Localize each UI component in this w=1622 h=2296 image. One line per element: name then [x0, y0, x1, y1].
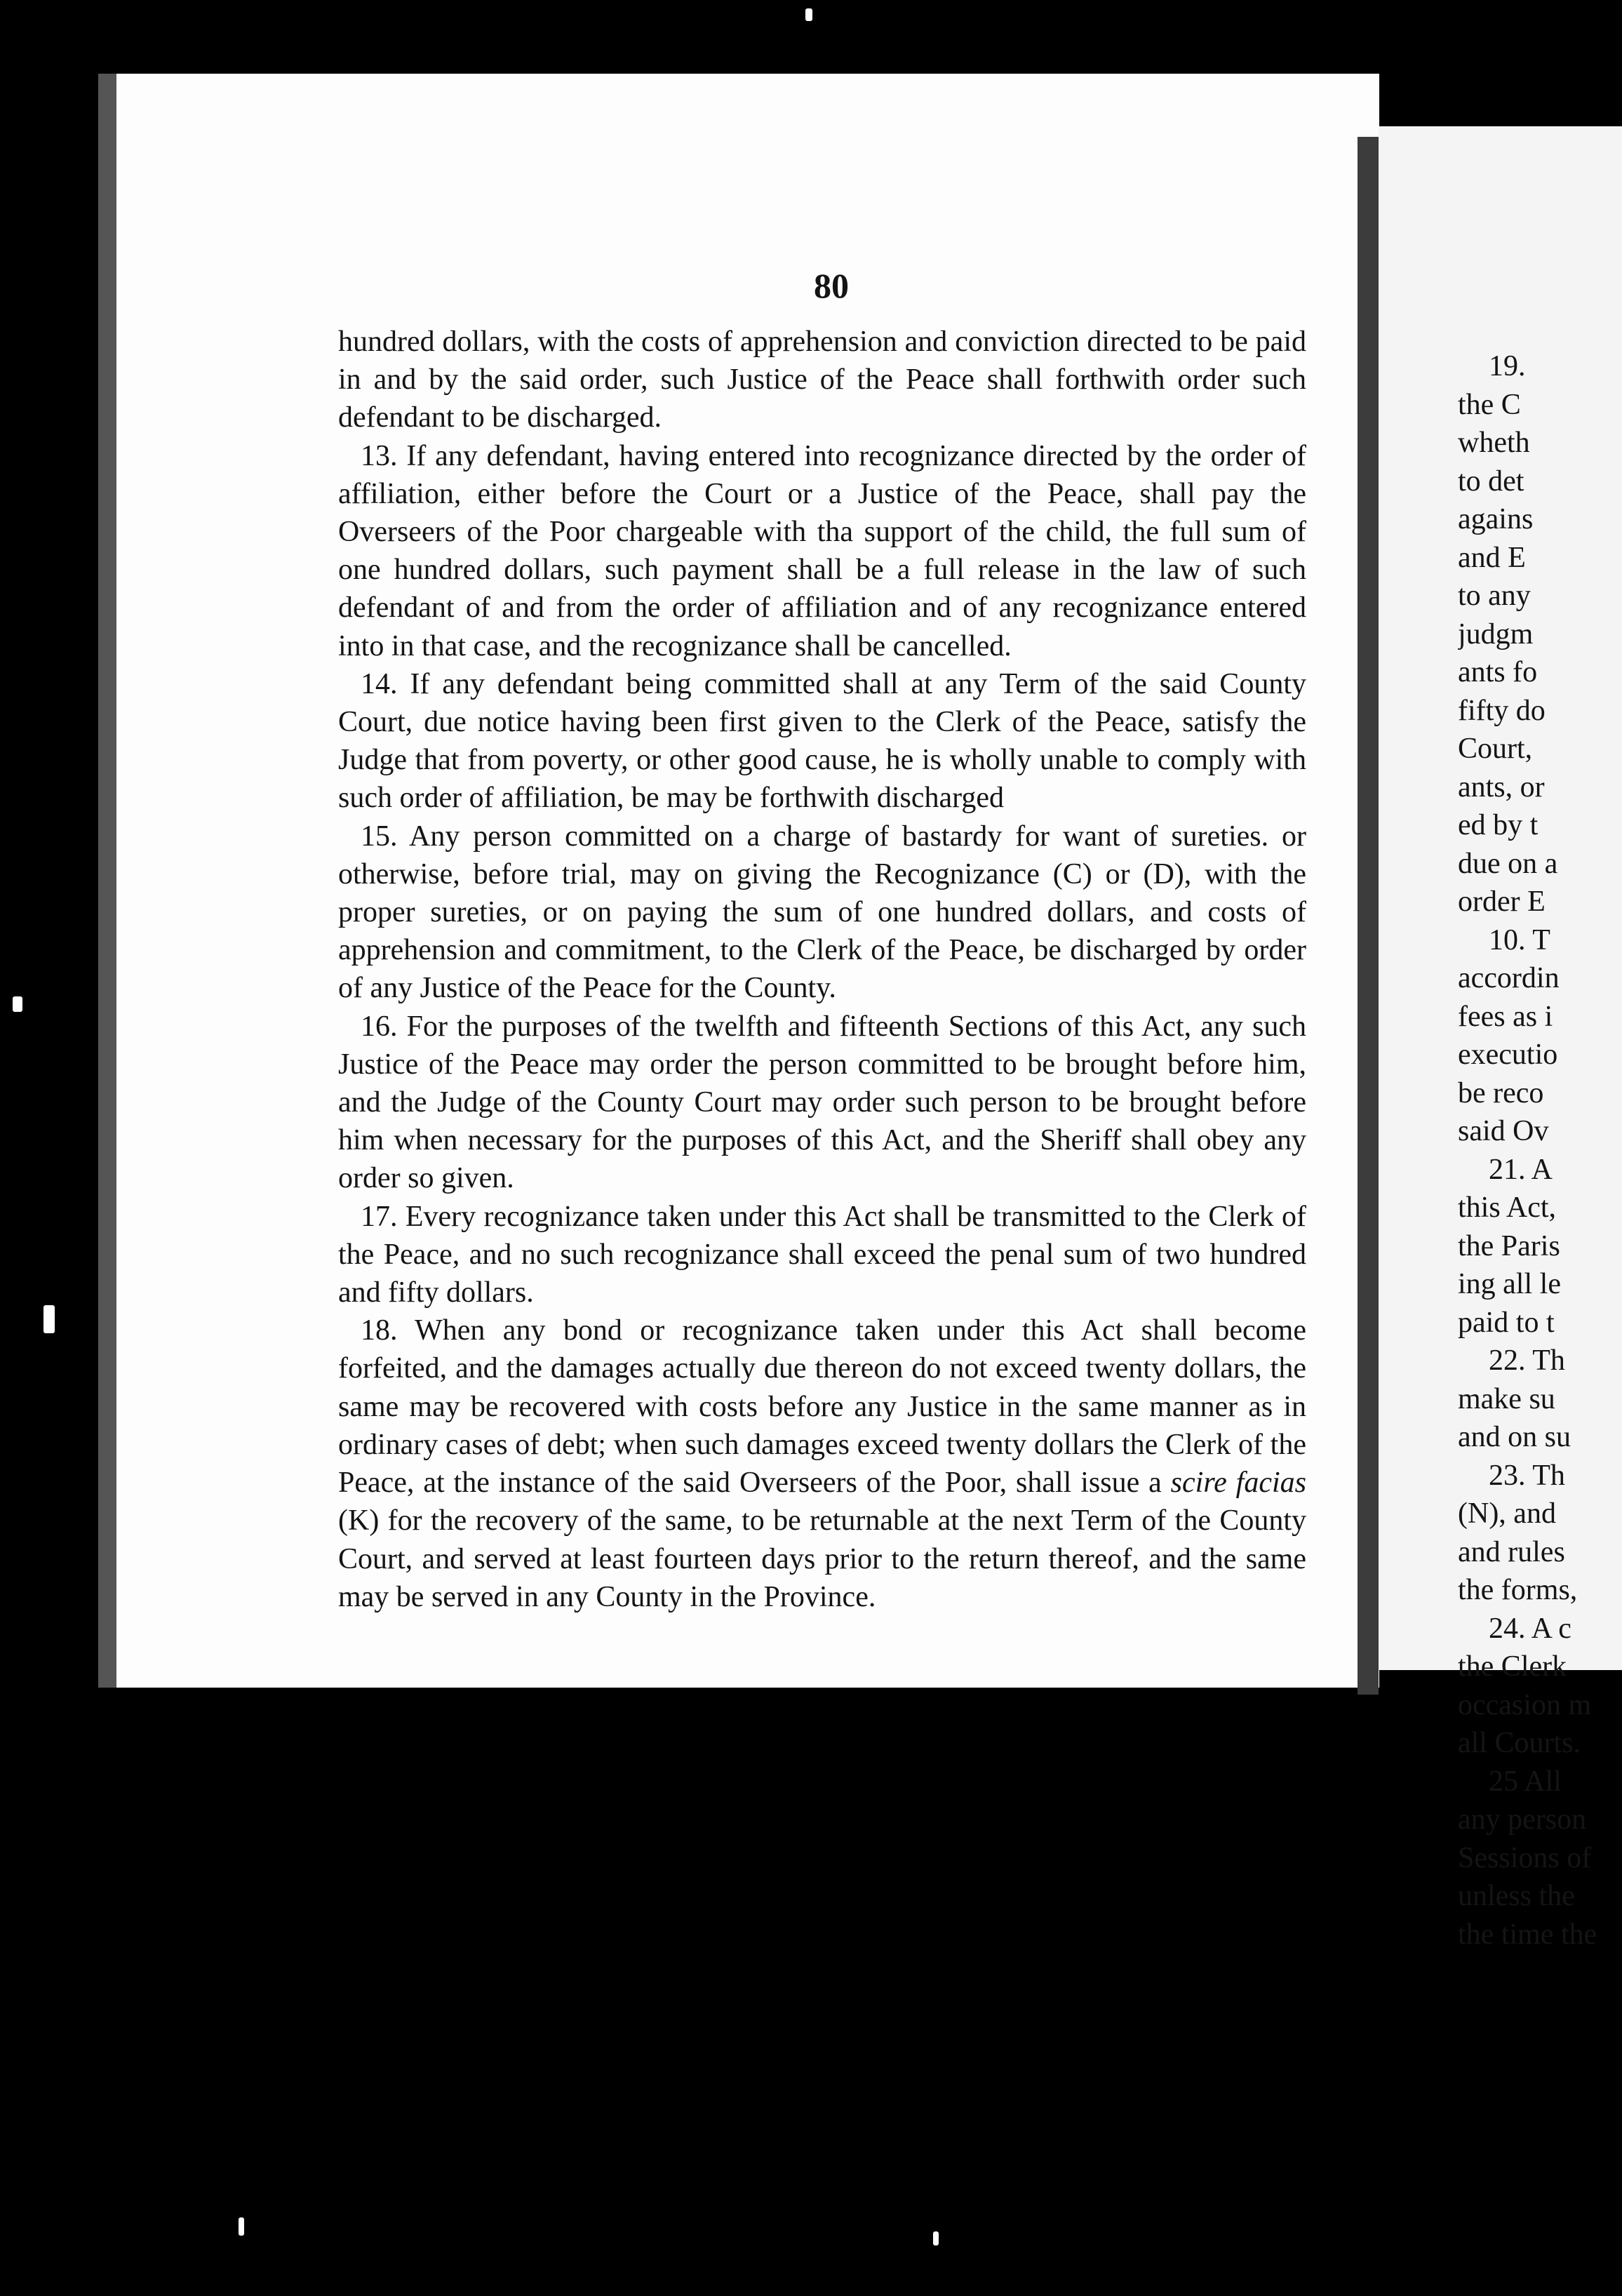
right-page-line: wheth — [1458, 427, 1530, 459]
section-17: 17. Every recognizance taken under this Act shall be transmitted to the Clerk of the Peace, and no such recognizance shall exceed the penal sum of two hundred and fifty dollars. — [338, 1200, 1306, 1309]
right-page-line: the Paris — [1458, 1229, 1560, 1262]
right-page-line: to det — [1458, 465, 1524, 498]
right-page-line: ants, or — [1458, 770, 1545, 803]
section-18-italic: scire facias — [1170, 1467, 1306, 1500]
right-page-line: occasion m — [1458, 1688, 1592, 1721]
main-text-block — [338, 323, 1306, 1616]
film-speck — [43, 1305, 55, 1333]
section-13: 13. If any defendant, having entered into recognizance directed by the order of affiliation, either before the Court or a Justice of the Peace, shall pay the Overseers of the Poor chargeable with tha support of the child, the full sum of one hundred dollars, such payment shall be a full release in the law of such defendant of and from the order of affiliation and of any recognizance entered into in that case, and the recognizance shall be cancelled. — [338, 439, 1306, 662]
right-page-line: Sessions of — [1458, 1841, 1592, 1874]
right-page-line: (N), and — [1458, 1497, 1556, 1530]
right-page-line: ants fo — [1458, 656, 1538, 688]
right-page-line: be reco — [1458, 1076, 1544, 1109]
section-14: 14. If any defendant being committed shall at any Term of the said County Court, due notice having been first given to the Clerk of the Peace, satisfy the Judge that from poverty, or other good cause, he is wholly unable to comply with such order of affiliation, be may be forthwith discharged — [338, 667, 1306, 815]
right-page-line: ing all le — [1458, 1268, 1561, 1300]
right-page-line: all Courts. — [1458, 1727, 1581, 1759]
right-page-line: fifty do — [1458, 694, 1546, 727]
right-page-line: Court, — [1458, 733, 1533, 765]
right-page-text — [1458, 347, 1622, 1954]
right-page-line: the time the — [1458, 1918, 1597, 1951]
page-number: 80 — [814, 266, 849, 305]
right-page-line: and E — [1458, 541, 1526, 574]
film-speck — [805, 8, 812, 21]
right-page-line: to any — [1458, 580, 1531, 612]
right-page-line: unless the — [1458, 1880, 1575, 1912]
right-page-line: 21. A — [1489, 1153, 1553, 1186]
right-page-line: accordin — [1458, 962, 1560, 994]
right-page-line: the Clerk — [1458, 1650, 1567, 1683]
right-page-line: this Act, — [1458, 1192, 1557, 1224]
right-page-line: said Ov — [1458, 1115, 1549, 1147]
right-page-line: 19. — [1489, 350, 1526, 382]
film-speck — [13, 996, 22, 1012]
right-page-line: 23. Th — [1489, 1459, 1565, 1492]
right-page-line: agains — [1458, 503, 1534, 535]
right-page-line: 22. Th — [1489, 1344, 1565, 1377]
right-page-line: executio — [1458, 1039, 1558, 1071]
right-page-line: due on a — [1458, 847, 1558, 880]
right-page-line: the C — [1458, 388, 1521, 421]
film-speck — [933, 2231, 939, 2245]
right-page-line: and on su — [1458, 1421, 1571, 1453]
section-15: 15. Any person committed on a charge of bastardy for want of sureties. or otherwise, before trial, may on giving the Recognizance (C) or (D), with the proper sureties, or on paying the sum of one hundred dollars, and costs of apprehension and commitment, to the Clerk of the Peace, be discharged by order of any Justice of the Peace for the County. — [338, 820, 1306, 1005]
right-page-line: paid to t — [1458, 1306, 1555, 1339]
right-page-line: and rules — [1458, 1535, 1565, 1568]
right-page-line: fees as i — [1458, 1000, 1553, 1033]
section-18-text-a: 18. When any bond or recognizance taken under this Act shall become forfeited, and the damages actually due thereon do not exceed twenty dollars, the same may be recovered with costs before any Justice in the same manner as in ordinary cases of debt; when such damages exceed twenty dollars the Clerk of the Peace, at the instance of the said Overseers of the Poor, shall issue a — [338, 1314, 1306, 1500]
right-page-line: any person — [1458, 1803, 1587, 1836]
book-gutter — [1358, 137, 1379, 1695]
right-page-line: make su — [1458, 1382, 1555, 1415]
film-speck — [239, 2217, 244, 2236]
right-page-line: 24. A c — [1489, 1612, 1571, 1645]
paragraph-opening: hundred dollars, with the costs of apprehension and conviction directed to be paid in and by the said order, such Justice of the Peace shall forthwith order such defendant to be discharged. — [338, 326, 1306, 434]
right-page-line: order E — [1458, 886, 1546, 918]
section-18 — [338, 1311, 1306, 1616]
right-page-line: ed by t — [1458, 809, 1539, 841]
section-16: 16. For the purposes of the twelfth and fifteenth Sections of this Act, any such Justice of the Peace may order the person committed to be brought before him, and the Judge of the County Court may order such person to be brought before him when necessary for the purposes of this Act, and the Sheriff shall obey any order so given. — [338, 1010, 1306, 1195]
right-page-line: the forms, — [1458, 1574, 1578, 1606]
section-18-text-b: (K) for the recovery of the same, to be returnable at the next Term of the County Court, and served at least fourteen days prior to the return thereof, and the same may be served in any County in the Province. — [338, 1504, 1306, 1613]
right-page-line: 10. T — [1489, 923, 1550, 956]
right-page-line: 25 All — [1489, 1765, 1562, 1798]
right-page-line: judgm — [1458, 618, 1534, 650]
